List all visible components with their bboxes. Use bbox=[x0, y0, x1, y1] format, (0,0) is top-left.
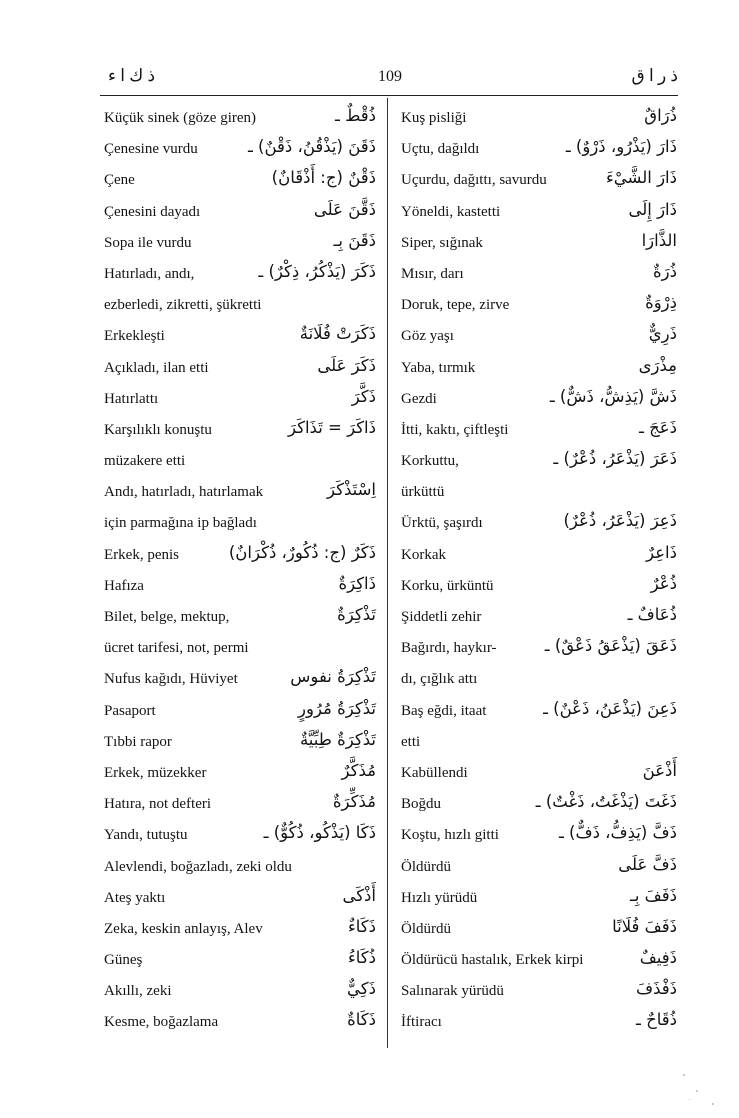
dictionary-entry bbox=[104, 948, 376, 979]
arabic-headword: ذُرَاقٌ bbox=[644, 106, 677, 125]
arabic-headword: ذَعَجَ ـ bbox=[639, 417, 677, 437]
turkish-definition: Hatırlattı bbox=[104, 390, 159, 407]
turkish-definition: Öldürdü bbox=[401, 920, 451, 937]
arabic-headword: ذَفَّ (يَذِفُّ، ذَفٌّ) ـ bbox=[558, 823, 677, 843]
paper-speck bbox=[683, 1074, 685, 1076]
turkish-definition: Erkek, müzekker bbox=[104, 764, 207, 781]
dictionary-entry bbox=[104, 886, 376, 917]
arabic-headword: ذَقَنَ (يَذْقُنُ، ذَقْنٌ) ـ bbox=[247, 137, 376, 157]
dictionary-entry bbox=[104, 574, 376, 605]
turkish-definition: Korkuttu, bbox=[401, 453, 459, 470]
arabic-headword: أَذْكَى bbox=[342, 885, 376, 905]
arabic-headword: تَذْكِرَةُ مُرُورٍ bbox=[298, 698, 376, 718]
arabic-headword: ذُرَةٌ bbox=[653, 261, 677, 281]
dictionary-entry bbox=[104, 605, 376, 636]
turkish-definition: Açıkladı, ilan etti bbox=[104, 359, 209, 376]
turkish-definition: Hatırladı, andı, bbox=[104, 265, 195, 282]
arabic-headword: ذَعَرَ (يَذْعَرُ، ذُعْرٌ) ـ bbox=[553, 449, 677, 469]
turkish-definition: Uçurdu, dağıttı, savurdu bbox=[401, 172, 547, 189]
turkish-definition: Kuş pisliği bbox=[401, 110, 467, 126]
arabic-headword: ذَفَفَ فُلَانًا bbox=[612, 916, 677, 936]
turkish-definition: Bağırdı, haykır- bbox=[401, 640, 497, 657]
arabic-headword: ذَفِيفٌ bbox=[639, 948, 677, 968]
arabic-headword: ذَكَرَ عَلَى bbox=[317, 355, 376, 375]
arabic-headword: ذَكَاةٌ bbox=[347, 1010, 376, 1030]
dictionary-entry bbox=[104, 699, 376, 730]
dictionary-entry bbox=[401, 324, 677, 355]
turkish-definition: Alevlendi, boğazladı, zeki oldu bbox=[104, 858, 292, 875]
turkish-definition: etti bbox=[401, 733, 421, 750]
dictionary-entry bbox=[104, 979, 376, 1010]
turkish-definition: Yaba, tırmık bbox=[401, 359, 476, 376]
arabic-headword: ذُقَاحٌ ـ bbox=[636, 1010, 677, 1030]
turkish-definition: Hızlı yürüdü bbox=[401, 889, 478, 906]
dictionary-entry bbox=[401, 543, 677, 574]
turkish-definition: dı, çığlık attı bbox=[401, 671, 478, 688]
arabic-headword: ذَاكِرَةٌ bbox=[338, 573, 376, 593]
turkish-definition: ürküttü bbox=[401, 484, 445, 501]
dictionary-entry bbox=[401, 761, 677, 792]
dictionary-entry bbox=[401, 979, 677, 1010]
turkish-definition: Göz yaşı bbox=[401, 328, 454, 345]
arabic-headword: ذَشَّ (يَذِشُّ، ذَشٌّ) ـ bbox=[549, 386, 677, 406]
dictionary-entry bbox=[401, 1010, 677, 1041]
turkish-definition: Erkekleşti bbox=[104, 328, 165, 345]
arabic-headword: تَذْكِرَةٌ طِبِّيَّةٌ bbox=[299, 729, 376, 749]
dictionary-entry bbox=[104, 543, 376, 574]
turkish-definition: Kesme, boğazlama bbox=[104, 1014, 219, 1031]
dictionary-entry bbox=[401, 137, 677, 168]
dictionary-entry bbox=[104, 761, 376, 792]
paper-speck bbox=[689, 1099, 690, 1100]
turkish-definition: Hatıra, not defteri bbox=[104, 796, 212, 813]
dictionary-entry bbox=[401, 886, 677, 917]
dictionary-entry bbox=[401, 511, 677, 542]
arabic-headword: ذَعِنَ (يَذْعَنُ، ذَعْنٌ) ـ bbox=[543, 698, 677, 718]
dictionary-entry bbox=[401, 948, 677, 979]
turkish-definition: Gezdi bbox=[401, 390, 437, 407]
dictionary-entry bbox=[401, 418, 677, 449]
left-column bbox=[104, 106, 376, 1042]
turkish-definition: Siper, sığınak bbox=[401, 234, 483, 251]
dictionary-entry bbox=[401, 730, 677, 761]
dictionary-entry bbox=[401, 823, 677, 854]
dictionary-entry bbox=[401, 200, 677, 231]
dictionary-entry bbox=[104, 917, 376, 948]
turkish-definition: Yöneldi, kastetti bbox=[401, 203, 501, 220]
arabic-headword: ذَقْنٌ (ج: أَذْقَانٌ) bbox=[271, 168, 376, 188]
turkish-definition: Korku, ürküntü bbox=[401, 577, 494, 594]
arabic-headword: ذَفَفَ بِـ bbox=[630, 885, 677, 905]
turkish-definition: Güneş bbox=[104, 952, 143, 969]
turkish-definition: Andı, hatırladı, hatırlamak bbox=[104, 484, 264, 501]
arabic-headword: اِسْتَذْكَرَ bbox=[326, 480, 376, 500]
dictionary-entry bbox=[104, 106, 376, 137]
dictionary-entry bbox=[104, 262, 376, 293]
dictionary-entry bbox=[104, 1010, 376, 1041]
dictionary-entry bbox=[401, 667, 677, 698]
arabic-headword: ذُعْرٌ bbox=[650, 573, 677, 593]
arabic-headword: ذَارَ إِلَى bbox=[628, 199, 677, 219]
turkish-definition: ezberledi, zikretti, şükretti bbox=[104, 297, 262, 314]
turkish-definition: Öldürücü hastalık, Erkek kirpi bbox=[401, 952, 584, 969]
arabic-headword: تَذْكِرَةٌ bbox=[337, 605, 376, 624]
arabic-headword: تَذْكِرَةُ نفوس bbox=[290, 667, 376, 687]
dictionary-entry bbox=[401, 855, 677, 886]
arabic-headword: الذَّارَا bbox=[641, 230, 677, 250]
arabic-headword: ذَقَنَ بِـ bbox=[333, 230, 376, 250]
header-left-letters: ذ ك ا ء bbox=[108, 66, 156, 85]
turkish-definition: Karşılıklı konuştu bbox=[104, 421, 212, 438]
turkish-definition: Çene bbox=[104, 172, 135, 189]
turkish-definition: Pasaport bbox=[104, 702, 156, 719]
page-header bbox=[100, 66, 680, 94]
arabic-headword: أَذْعَنَ bbox=[642, 760, 677, 780]
arabic-headword: ذَكَرَتْ فُلَانَةٌ bbox=[299, 324, 376, 344]
dictionary-entry bbox=[104, 480, 376, 511]
turkish-definition: Erkek, penis bbox=[104, 546, 179, 563]
turkish-definition: Kabüllendi bbox=[401, 764, 468, 781]
header-rule bbox=[100, 95, 678, 96]
arabic-headword: ذَفْذَفَ bbox=[635, 979, 677, 999]
arabic-headword: مُذَكَّرٌ bbox=[341, 760, 376, 780]
turkish-definition: Küçük sinek (göze giren) bbox=[104, 110, 257, 126]
arabic-headword: ذَكَّرَ bbox=[351, 386, 376, 406]
arabic-headword: ذَعِرَ (يَذْعَرُ، ذُعْرٌ) bbox=[563, 511, 677, 531]
arabic-headword: ذَقَّنَ عَلَى bbox=[313, 199, 376, 219]
turkish-definition: Korkak bbox=[401, 546, 446, 563]
paper-speck bbox=[696, 1090, 698, 1092]
arabic-headword: ذَكَرَ (يَذْكُرُ، ذِكْرٌ) ـ bbox=[258, 261, 376, 281]
dictionary-entry bbox=[401, 699, 677, 730]
turkish-definition: ücret tarifesi, not, permi bbox=[104, 640, 249, 657]
turkish-definition: Ateş yaktı bbox=[104, 889, 166, 906]
arabic-headword: ذُقْطٌ ـ bbox=[335, 106, 376, 125]
turkish-definition: Hafıza bbox=[104, 577, 144, 594]
turkish-definition: Baş eğdi, itaat bbox=[401, 702, 487, 719]
arabic-headword: ذَكَاءٌ bbox=[348, 916, 376, 936]
arabic-headword: ذَعَقَ (يَذْعَقُ ذَعْقٌ) ـ bbox=[544, 636, 677, 656]
arabic-headword: ذَارَ الشَّيْءَ bbox=[606, 168, 677, 188]
dictionary-entry bbox=[401, 917, 677, 948]
arabic-headword: ذَكَرٌ (ج: ذُكُورٌ، ذُكْرَانٌ) bbox=[228, 542, 376, 562]
dictionary-entry bbox=[104, 636, 376, 667]
dictionary-entry bbox=[104, 418, 376, 449]
dictionary-entry bbox=[401, 168, 677, 199]
turkish-definition: Şiddetli zehir bbox=[401, 609, 482, 625]
dictionary-entry bbox=[104, 324, 376, 355]
dictionary-entry bbox=[104, 792, 376, 823]
dictionary-entry bbox=[401, 480, 677, 511]
page-number: 109 bbox=[378, 68, 402, 85]
turkish-definition: Akıllı, zeki bbox=[104, 983, 172, 1000]
dictionary-entry bbox=[401, 449, 677, 480]
column-divider bbox=[387, 98, 388, 1048]
turkish-definition: Doruk, tepe, zirve bbox=[401, 297, 510, 314]
dictionary-entry bbox=[401, 605, 677, 636]
dictionary-entry bbox=[104, 231, 376, 262]
dictionary-entry bbox=[401, 636, 677, 667]
dictionary-entry bbox=[401, 792, 677, 823]
dictionary-entry bbox=[104, 356, 376, 387]
arabic-headword: ذَغَتَ (يَذْغَتُ، ذَغْتٌ) ـ bbox=[535, 792, 677, 812]
dictionary-entry bbox=[104, 168, 376, 199]
arabic-headword: مُذَكِّرَةٌ bbox=[332, 792, 376, 812]
turkish-definition: Koştu, hızlı gitti bbox=[401, 827, 499, 844]
paper-speck bbox=[712, 1103, 714, 1105]
arabic-headword: ذَكَا (يَذْكُو، ذُكُوٌّ) ـ bbox=[263, 823, 376, 843]
turkish-definition: İftiracı bbox=[401, 1014, 442, 1031]
arabic-headword: ذَكِيٌّ bbox=[347, 979, 376, 999]
turkish-definition: Zeka, keskin anlayış, Alev bbox=[104, 920, 263, 937]
arabic-headword: ذُكَاءُ bbox=[348, 948, 376, 968]
turkish-definition: Mısır, darı bbox=[401, 265, 464, 282]
arabic-headword: ذَاكَرَ = تَذَاكَرَ bbox=[287, 417, 376, 437]
turkish-definition: Salınarak yürüdü bbox=[401, 983, 504, 1000]
dictionary-entry bbox=[401, 574, 677, 605]
turkish-definition: Nufus kağıdı, Hüviyet bbox=[104, 671, 238, 688]
turkish-definition: Çenesini dayadı bbox=[104, 203, 201, 220]
arabic-headword: ذَفَّ عَلَى bbox=[618, 854, 677, 874]
arabic-headword: ذُعَافٌ ـ bbox=[627, 605, 677, 624]
dictionary-entry bbox=[401, 356, 677, 387]
arabic-headword: ذِرْوَةٌ bbox=[645, 293, 677, 313]
dictionary-entry bbox=[104, 137, 376, 168]
dictionary-entry bbox=[401, 387, 677, 418]
dictionary-entry bbox=[401, 231, 677, 262]
arabic-headword: ذَرِيٌّ bbox=[648, 324, 677, 344]
turkish-definition: müzakere etti bbox=[104, 453, 186, 470]
turkish-definition: Boğdu bbox=[401, 796, 442, 813]
dictionary-entry bbox=[104, 855, 376, 886]
turkish-definition: Çenesine vurdu bbox=[104, 141, 198, 158]
turkish-definition: İtti, kaktı, çiftleşti bbox=[401, 421, 509, 438]
dictionary-entry bbox=[104, 449, 376, 480]
turkish-definition: için parmağına ip bağladı bbox=[104, 515, 257, 532]
header-right-letters: ذ ر ا ق bbox=[631, 66, 678, 85]
turkish-definition: Tıbbi rapor bbox=[104, 733, 172, 750]
arabic-headword: ذَاعِرٌ bbox=[646, 542, 677, 562]
turkish-definition: Ürktü, şaşırdı bbox=[401, 515, 483, 532]
dictionary-entry bbox=[104, 511, 376, 542]
dictionary-entry bbox=[401, 262, 677, 293]
turkish-definition: Uçtu, dağıldı bbox=[401, 141, 480, 158]
turkish-definition: Yandı, tutuştu bbox=[104, 827, 188, 844]
dictionary-entry bbox=[104, 200, 376, 231]
dictionary-entry bbox=[104, 667, 376, 698]
dictionary-entry bbox=[104, 730, 376, 761]
arabic-headword: ذَارَ (يَذْرُو، ذَرْوٌ) ـ bbox=[565, 137, 677, 157]
turkish-definition: Sopa ile vurdu bbox=[104, 234, 192, 251]
turkish-definition: Öldürdü bbox=[401, 858, 451, 875]
dictionary-entry bbox=[104, 293, 376, 324]
arabic-headword: مِذْرَى bbox=[638, 355, 677, 375]
dictionary-entry bbox=[401, 293, 677, 324]
right-column bbox=[401, 106, 677, 1042]
turkish-definition: Bilet, belge, mektup, bbox=[104, 609, 230, 625]
dictionary-entry bbox=[104, 823, 376, 854]
dictionary-entry bbox=[401, 106, 677, 137]
dictionary-entry bbox=[104, 387, 376, 418]
